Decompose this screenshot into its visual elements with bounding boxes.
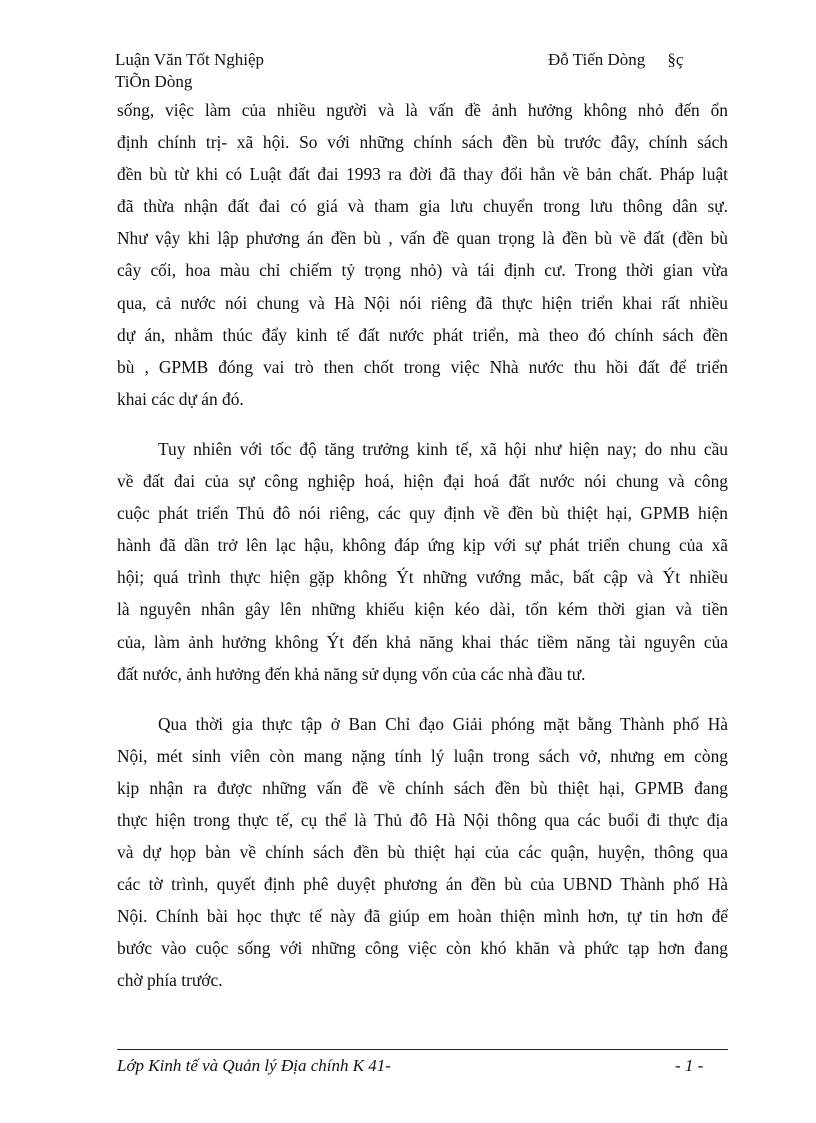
text-line: đất nước, ảnh hưởng đến khả năng sử dụng vốn của các nhà đầu tư. — [117, 663, 586, 684]
text-line: chờ phía trước. — [117, 970, 223, 991]
text-line: là nguyên nhân gây lên những khiếu kiện kéo dài, tốn kém thời gian và tiền — [117, 599, 728, 620]
header-title: Luận Văn Tốt Nghiệp — [115, 50, 265, 69]
text-line: qua, cả nước nói chung và Hà Nội nói riêng đã thực hiện triển khai rất nhiều — [117, 292, 728, 313]
text-line: và dự họp bàn về chính sách đền bù thiệt hại của các quận, huyện, thông qua — [117, 842, 728, 863]
text-line: hội; quá trình thực hiện gặp không Ýt những vướng mắc, bất cập và Ýt nhiều — [117, 567, 728, 588]
text-line: cuộc phát triển Thủ đô nói riêng, các quy định về đền bù thiệt hại, GPMB hiện — [117, 503, 728, 524]
text-line: của, làm ảnh hưởng không Ýt đến khả năng khai thác tiềm năng tài nguyên của — [117, 631, 728, 652]
text-line: về đất đai của sự công nghiệp hoá, hiện đại hoá đất nước nói chung và công — [117, 471, 728, 492]
text-line: các tờ trình, quyết định phê duyệt phương án đền bù của UBND Thành phố Hà — [117, 874, 728, 895]
text-line: đền bù từ khi có Luật đất đai 1993 ra đời đã thay đổi hẳn về bản chất. Pháp luật — [117, 164, 728, 185]
header-author — [548, 50, 683, 70]
text-line: khai các dự án đó. — [117, 388, 244, 409]
text-line: bước vào cuộc sống với những công việc còn khó khăn và phức tạp hơn đang — [117, 938, 728, 959]
footer-class-name: Lớp Kinh tế và Quản lý Địa chính K 41- — [117, 1056, 391, 1075]
header-author-name: Đỗ Tiến Dòng — [548, 50, 646, 69]
text-line: Tuy nhiên với tốc độ tăng trưởng kinh tế, xã hội như hiện nay; do nhu cầu — [158, 438, 728, 459]
text-line: Qua thời gia thực tập ở Ban Chỉ đạo Giải phóng mặt bằng Thành phố Hà — [158, 713, 728, 734]
text-line: sống, việc làm của nhiều người và là vấn đề ảnh hưởng không nhỏ đến ổn — [117, 100, 728, 120]
body-text — [117, 94, 728, 997]
text-line: dự án, nhằm thúc đẩy kinh tế đất nước phát triển, mà theo đó chính sách đền — [117, 324, 728, 345]
header-glyph: §ç — [667, 50, 684, 69]
paragraph-1 — [117, 94, 728, 415]
footer-page-number: - 1 - — [675, 1056, 704, 1075]
footer-divider — [117, 1049, 728, 1050]
text-line: kịp nhận ra được những vấn đề về chính sách đền bù thiệt hại, GPMB đang — [117, 777, 728, 798]
text-line: định chính trị- xã hội. So với những chính sách đền bù trước đây, chính sách — [117, 132, 728, 153]
text-line: bù , GPMB đóng vai trò then chốt trong việc Nhà nước thu hồi đất để triển — [117, 356, 728, 377]
paragraph-2 — [117, 433, 728, 690]
text-line: hành đã dần trở lên lạc hậu, không đáp ứng kịp với sự phát triển chung của xã — [117, 535, 728, 556]
text-line: cây cối, hoa màu chỉ chiếm tỷ trọng nhỏ) và tái định cư. Trong thời gian vừa — [117, 260, 728, 281]
text-line: đã thừa nhận đất đai có giá và tham gia lưu chuyển trong lưu thông dân sự. — [117, 196, 728, 217]
paragraph-3 — [117, 708, 728, 997]
text-line: Nội, mét sinh viên còn mang nặng tính lý luận trong sách vở, nhưng em còng — [117, 745, 728, 766]
text-line: Như vậy khi lập phương án đền bù , vấn đề quan trọng là đền bù về đất (đền bù — [117, 228, 728, 249]
text-line: thực hiện trong thực tế, cụ thể là Thủ đô Hà Nội thông qua các buổi đi thực địa — [117, 809, 728, 830]
header-continuation: TiÕn Dòng — [115, 72, 193, 91]
text-line: Nội. Chính bài học thực tế này đã giúp em hoàn thiện mình hơn, tự tin hơn để — [117, 906, 728, 927]
